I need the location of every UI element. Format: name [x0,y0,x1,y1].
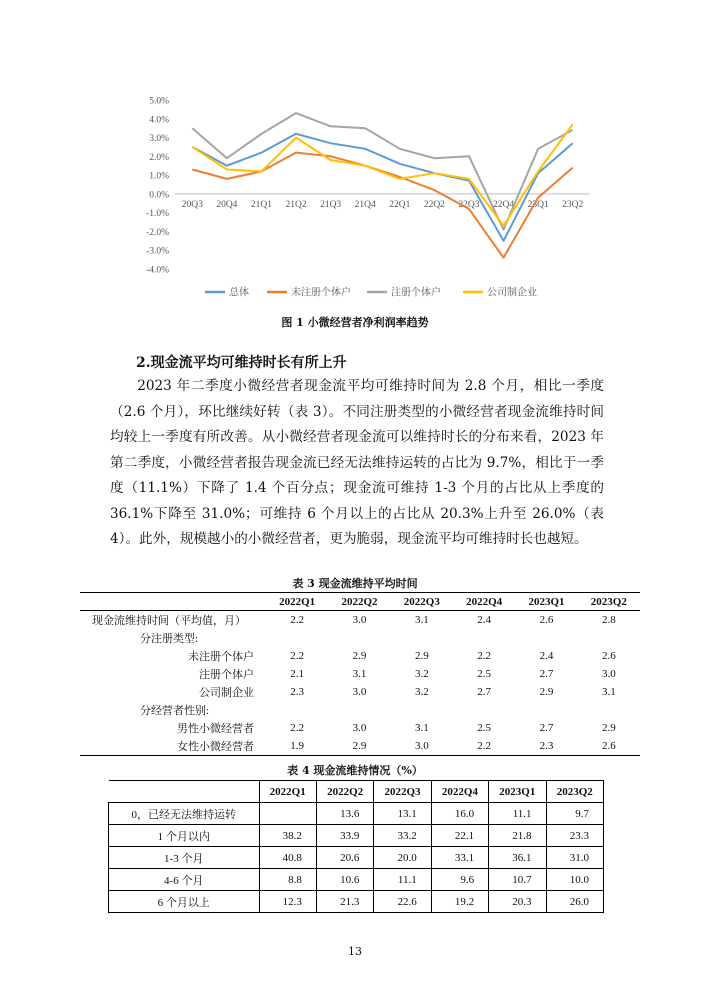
table-row [80,737,640,756]
table-cell: 2.2 [477,740,492,752]
table-cell [578,701,640,719]
table-cell: 23.3 [546,825,603,847]
row-label: 1-3 个月 [109,847,260,869]
table-cell: 16.0 [431,803,488,825]
row-label: 4-6 个月 [109,869,260,891]
table-cell: 31.0 [546,847,603,869]
table-cell: 9.7 [546,803,603,825]
table3-col-header: 2022Q3 [391,593,453,611]
y-tick-label: 4.0% [149,115,169,126]
row-label: 女性小微经营者 [177,741,254,753]
table-row [80,683,640,701]
table3-col-header: 2023Q2 [578,593,640,611]
table-cell: 2.9 [352,740,367,752]
y-tick-label: -3.0% [146,246,169,257]
table-cell: 2.2 [290,614,305,626]
table-cell [328,629,390,647]
table-cell [515,701,577,719]
table-cell [453,629,515,647]
table-cell: 2.4 [477,614,492,626]
table-cell: 33.9 [316,825,373,847]
row-label: 分经营者性别: [140,705,210,717]
table-cell: 20.6 [316,847,373,869]
table-cell: 3.1 [414,614,429,626]
table3-header-corner [80,593,266,611]
table-cell [515,629,577,647]
table-cell: 3.1 [352,668,367,680]
table-cell: 33.2 [374,825,431,847]
y-tick-label: -1.0% [146,209,169,220]
table-row [80,611,640,630]
table-cell: 11.1 [374,869,431,891]
table-cell: 2.3 [539,740,554,752]
y-tick-label: 2.0% [149,152,169,163]
table-cell: 20.0 [374,847,431,869]
table-cell: 3.2 [414,668,429,680]
table-cell: 22.6 [374,891,431,913]
row-label: 男性小微经营者 [177,723,254,735]
table-cell: 2.6 [601,650,616,662]
table4-col-header: 2023Q1 [489,781,546,803]
table-cell: 2.9 [601,722,616,734]
y-tick-label: 0.0% [149,190,169,201]
legend-label: 公司制企业 [487,287,537,299]
x-tick-label: 23Q1 [527,199,549,210]
table-cell: 3.1 [414,722,429,734]
section-heading: 2.现金流平均可维持时长有所上升 [136,355,347,371]
table-cell: 3.0 [352,686,367,698]
table-cell: 3.1 [601,686,616,698]
table-cell: 2.7 [477,686,492,698]
table-cell: 3.0 [352,614,367,626]
table-cell: 2.2 [477,650,492,662]
table3-header-row [80,593,640,611]
table-cell: 2.6 [539,614,554,626]
table3-col-header: 2022Q4 [453,593,515,611]
body-paragraph: 2023 年二季度小微经营者现金流平均可维持时间为 2.8 个月，相比一季度（2.6 个月），环比继续好转（表 3）。不同注册类型的小微经营者现金流维持时间均较上一季度有所改善。从小微经营者现金流可以维持时长的分布来看，2023 年第二季度，小微经营者报告现金流已经无法维持运转的占比为 9.7%，相比于一季度（11.1%）下降了 1.4 个百分点；现金流可维持 1-3 个月的占比从上季度的 36.1%下降至 31.0%；可维持 6 个月以上的占比从 20.3%上升至 26.0%（表 4）。此外，规模越小的小微经营者，更为脆弱，现金流平均可维持时长也越短。 [110,378,604,547]
table-cell: 9.6 [431,869,488,891]
table-cell: 20.3 [489,891,546,913]
table-cell: 1.9 [290,740,305,752]
x-tick-label: 22Q2 [423,199,445,210]
table4-col-header: 2022Q4 [431,781,488,803]
table-cell: 3.0 [352,722,367,734]
table-cell: 2.7 [539,668,554,680]
table-cell: 2.2 [290,722,305,734]
y-tick-label: 5.0% [149,96,169,107]
table-cell: 13.6 [316,803,373,825]
table-cell [328,701,390,719]
legend-label: 注册个体户 [391,287,441,299]
table-row [80,701,640,719]
table-cell: 38.2 [259,825,316,847]
row-label: 公司制企业 [199,687,254,699]
y-tick-label: 3.0% [149,134,169,145]
table-cell: 2.8 [601,614,616,626]
legend-label: 总体 [229,287,249,299]
table-cell: 19.2 [431,891,488,913]
x-tick-label: 21Q1 [250,199,273,210]
series-line [192,134,572,241]
x-tick-label: 22Q1 [389,199,411,210]
table-cell: 2.1 [290,668,305,680]
table4-col-header: 2022Q2 [316,781,373,803]
table-row [80,665,640,683]
table-cell: 3.0 [601,668,616,680]
table-cell: 21.3 [316,891,373,913]
x-tick-label: 23Q2 [562,199,584,210]
table-cell: 3.0 [414,740,429,752]
table-cell: 2.2 [290,650,305,662]
table-row [109,891,604,913]
table4 [108,780,604,913]
x-tick-label: 22Q3 [458,199,480,210]
table-cell [266,701,328,719]
table-cell: 2.3 [290,686,305,698]
table-cell: 2.7 [539,722,554,734]
table-row [109,847,604,869]
figure-caption: 图 1 小微经营者净利润率趋势 [281,316,429,329]
table-cell: 36.1 [489,847,546,869]
net-profit-margin-chart [120,82,600,312]
x-tick-label: 21Q2 [285,199,307,210]
table3-title: 表 3 现金流维持平均时间 [292,577,418,590]
table-cell: 40.8 [259,847,316,869]
table3 [80,592,640,756]
row-label: 现金流维持时间（平均值，月） [92,615,246,627]
table-cell: 3.2 [414,686,429,698]
table-cell: 11.1 [489,803,546,825]
table-row [109,803,604,825]
table-cell: 22.1 [431,825,488,847]
table-row [80,719,640,737]
table4-header-row [109,781,604,803]
x-tick-label: 21Q4 [354,199,376,210]
row-label: 1 个月以内 [109,825,260,847]
row-label: 分注册类型: [140,633,199,645]
table3-col-header: 2023Q1 [515,593,577,611]
table-cell: 2.9 [414,650,429,662]
table4-col-header: 2022Q3 [374,781,431,803]
table4-header-corner [109,781,260,803]
x-tick-label: 22Q4 [492,199,515,210]
x-tick-label: 20Q4 [216,199,238,210]
table-cell [391,629,453,647]
table4-title: 表 4 现金流维持情况（%） [287,764,423,777]
table-cell: 2.5 [477,668,492,680]
x-tick-label: 21Q3 [320,199,342,210]
table-cell: 10.0 [546,869,603,891]
table3-col-header: 2022Q2 [328,593,390,611]
table-cell [453,701,515,719]
table-cell: 26.0 [546,891,603,913]
table-cell: 2.9 [352,650,367,662]
table-cell [266,629,328,647]
table-cell: 10.7 [489,869,546,891]
row-label: 0，已经无法维持运转 [109,803,260,825]
table-cell: 8.8 [259,869,316,891]
x-tick-label: 20Q3 [181,199,203,210]
y-tick-label: -2.0% [146,227,169,238]
y-tick-label: -4.0% [146,265,169,276]
y-tick-label: 1.0% [149,171,169,182]
table-row [109,869,604,891]
table-cell: 12.3 [259,891,316,913]
row-label: 注册个体户 [199,669,254,681]
table-row [80,647,640,665]
table-cell: 10.6 [316,869,373,891]
table-cell [391,701,453,719]
table4-col-header: 2022Q1 [259,781,316,803]
table-cell: 2.9 [539,686,554,698]
legend-label: 未注册个体户 [291,287,351,299]
table-cell: 13.1 [374,803,431,825]
table-row [109,825,604,847]
row-label: 未注册个体户 [188,651,254,663]
table-cell: 33.1 [431,847,488,869]
table-cell: 2.5 [477,722,492,734]
table-row [80,629,640,647]
table-cell [578,629,640,647]
table3-col-header: 2022Q1 [266,593,328,611]
row-label: 6 个月以上 [109,891,260,913]
table-cell: 2.6 [601,740,616,752]
table-cell: 2.4 [539,650,554,662]
page-number: 13 [348,945,362,958]
table4-col-header: 2023Q2 [546,781,603,803]
table-cell [259,803,316,825]
table-cell: 21.8 [489,825,546,847]
